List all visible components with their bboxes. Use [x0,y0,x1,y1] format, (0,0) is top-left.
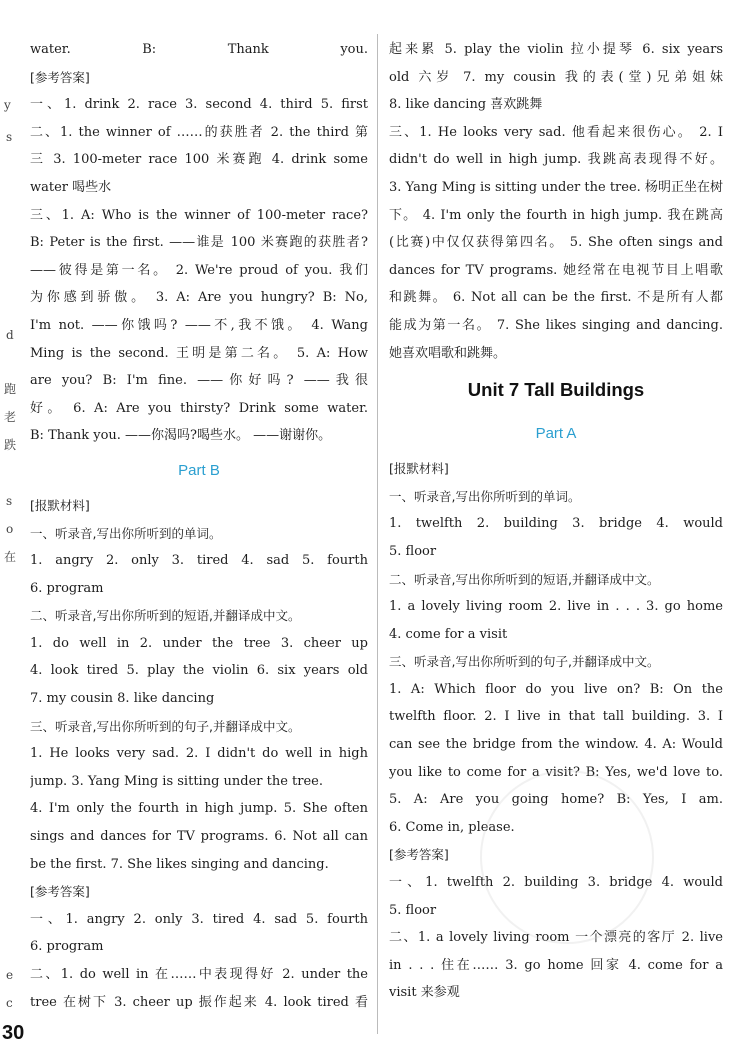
left-column [30,36,368,1016]
text-line: 7. my cousin 8. like dancing [30,691,215,707]
text-line: water. B: Thank you. [30,42,368,57]
text-line: water 喝些水 [30,179,112,195]
text-line: sings and dances for TV programs. 6. Not all can [30,829,368,845]
unit-title: Unit 7 Tall Buildings [467,379,645,401]
edge-char: 老 [4,410,17,424]
text-line: are you? B: I'm fine. ——你好吗? ——我很 [30,373,368,389]
text-line: didn't do well in high jump. 我跳高表现得不好。 [389,152,723,168]
text-line: in . . . 住在…… 3. go home 回家 4. come for a [389,957,723,973]
text-line: (比赛)中仅仅获得第四名。 5. She often sings and [389,235,723,251]
edge-char: s [6,130,13,144]
part-heading: Part A [535,425,577,443]
text-line: tree 在树下 3. cheer up 振作起来 4. look tired 看 [30,994,368,1010]
text-line: twelfth floor. 2. I live in that tall building. 3. I [389,709,723,725]
text-line: 下。 4. I'm only the fourth in high jump. 我在跳高 [389,207,723,223]
text-line: ——彼得是第一名。 2. We're proud of you. 我们 [30,262,368,278]
section-heading: 三、听录音,写出你所听到的句子,并翻译成中文。 [30,718,301,734]
text-line: 和跳舞。 6. Not all can be the first. 不是所有人都 [389,290,723,306]
text-line: 5. floor [389,543,437,559]
edge-char: y [4,98,11,112]
text-line: 1. do well in 2. under the tree 3. cheer up [30,635,368,651]
section-heading: [参考答案] [389,847,449,863]
section-heading: [报默材料] [389,461,449,477]
text-line: 4. come for a visit [389,626,508,642]
text-line: 4. I'm only the fourth in high jump. 5. She often [30,801,368,817]
text-line: 能成为第一名。 7. She likes singing and dancing. [389,317,723,333]
text-line: 1. twelfth 2. building 3. bridge 4. would [389,516,723,532]
section-heading: [参考答案] [30,884,90,900]
text-line: 5. floor [389,902,437,918]
text-line: 1. He looks very sad. 2. I didn't do well in high [30,746,368,762]
text-line: 一、1. drink 2. race 3. second 4. third 5. first [30,97,368,113]
edge-char: 在 [4,550,17,564]
text-line: can see the bridge from the window. 4. A: Would [389,737,723,753]
page-number: 30 [2,1022,25,1044]
section-heading: [参考答案] [30,69,90,85]
text-line: 二、1. a lovely living room 一个漂亮的客厅 2. live [389,930,723,946]
text-line: be the first. 7. She likes singing and dancing. [30,856,329,872]
text-line: visit 来参观 [389,985,460,1001]
text-line: jump. 3. Yang Ming is sitting under the tree. [30,773,324,789]
text-line: 好。 6. A: Are you thirsty? Drink some water. [30,400,368,416]
section-heading: 三、听录音,写出你所听到的句子,并翻译成中文。 [389,654,660,670]
section-heading: 一、听录音,写出你所听到的单词。 [30,525,222,541]
text-line: 二、1. the winner of ……的获胜者 2. the third 第 [30,124,368,140]
text-line: 1. angry 2. only 3. tired 4. sad 5. fourth [30,553,368,569]
section-heading: 二、听录音,写出你所听到的短语,并翻译成中文。 [389,571,660,587]
text-line: old 六岁 7. my cousin 我的表(堂)兄弟姐妹 [389,69,723,85]
edge-char: o [6,522,14,536]
text-line: 三、1. He looks very sad. 他看起来很伤心。 2. I [389,124,723,140]
edge-char: e [6,968,14,982]
edge-char: s [6,494,13,508]
section-heading: [报默材料] [30,497,90,513]
edge-char: d [6,328,14,342]
text-line: 二、1. do well in 在……中表现得好 2. under the [30,967,368,982]
text-line: B: Peter is the first. ——谁是 100 米赛跑的获胜者? [30,235,368,251]
text-line: 3. Yang Ming is sitting under the tree. 杨明正坐在树 [389,179,723,195]
text-line: 起来累 5. play the violin 拉小提琴 6. six years [389,42,723,57]
text-line: B: Thank you. ——你渴吗?喝些水。 ——谢谢你。 [30,428,332,444]
text-line: 三、1. A: Who is the winner of 100-meter race? [30,207,368,223]
edge-char: c [6,996,13,1010]
edge-char: 跑 [4,382,17,396]
text-line: 1. a lovely living room 2. live in . . . 3. go home [389,599,723,615]
text-line: 一、1. angry 2. only 3. tired 4. sad 5. fourth [30,911,368,927]
text-line: 为你感到骄傲。 3. A: Are you hungry? B: No, [30,290,368,306]
text-line: dances for TV programs. 她经常在电视节目上唱歌 [389,262,723,278]
text-line: 8. like dancing 喜欢跳舞 [389,97,543,113]
column-divider [377,34,378,1034]
section-heading: 一、听录音,写出你所听到的单词。 [389,488,581,504]
edge-char: 跌 [4,438,17,452]
text-line: 她喜欢唱歌和跳舞。 [389,345,507,361]
text-line: Ming is the second. 王明是第二名。 5. A: How [30,345,368,361]
section-heading: 二、听录音,写出你所听到的短语,并翻译成中文。 [30,608,301,624]
text-line: I'm not. ——你饿吗? ——不,我不饿。 4. Wang [30,317,368,333]
part-heading: Part B [178,461,220,479]
text-line: 6. program [30,939,104,955]
text-line: 三 3. 100-meter race 100 米赛跑 4. drink some [30,152,368,168]
text-line: 6. program [30,580,104,596]
text-line: 一、1. twelfth 2. building 3. bridge 4. would [389,875,723,891]
text-line: 5. A: Are you going home? B: Yes, I am. [389,792,723,808]
text-line: you like to come for a visit? B: Yes, we'd love to. [389,764,723,780]
text-line: 6. Come in, please. [389,819,515,835]
text-line: 4. look tired 5. play the violin 6. six years old [30,663,368,679]
left-edge-cropped-text [0,0,25,1057]
text-line: 1. A: Which floor do you live on? B: On the [389,681,723,697]
